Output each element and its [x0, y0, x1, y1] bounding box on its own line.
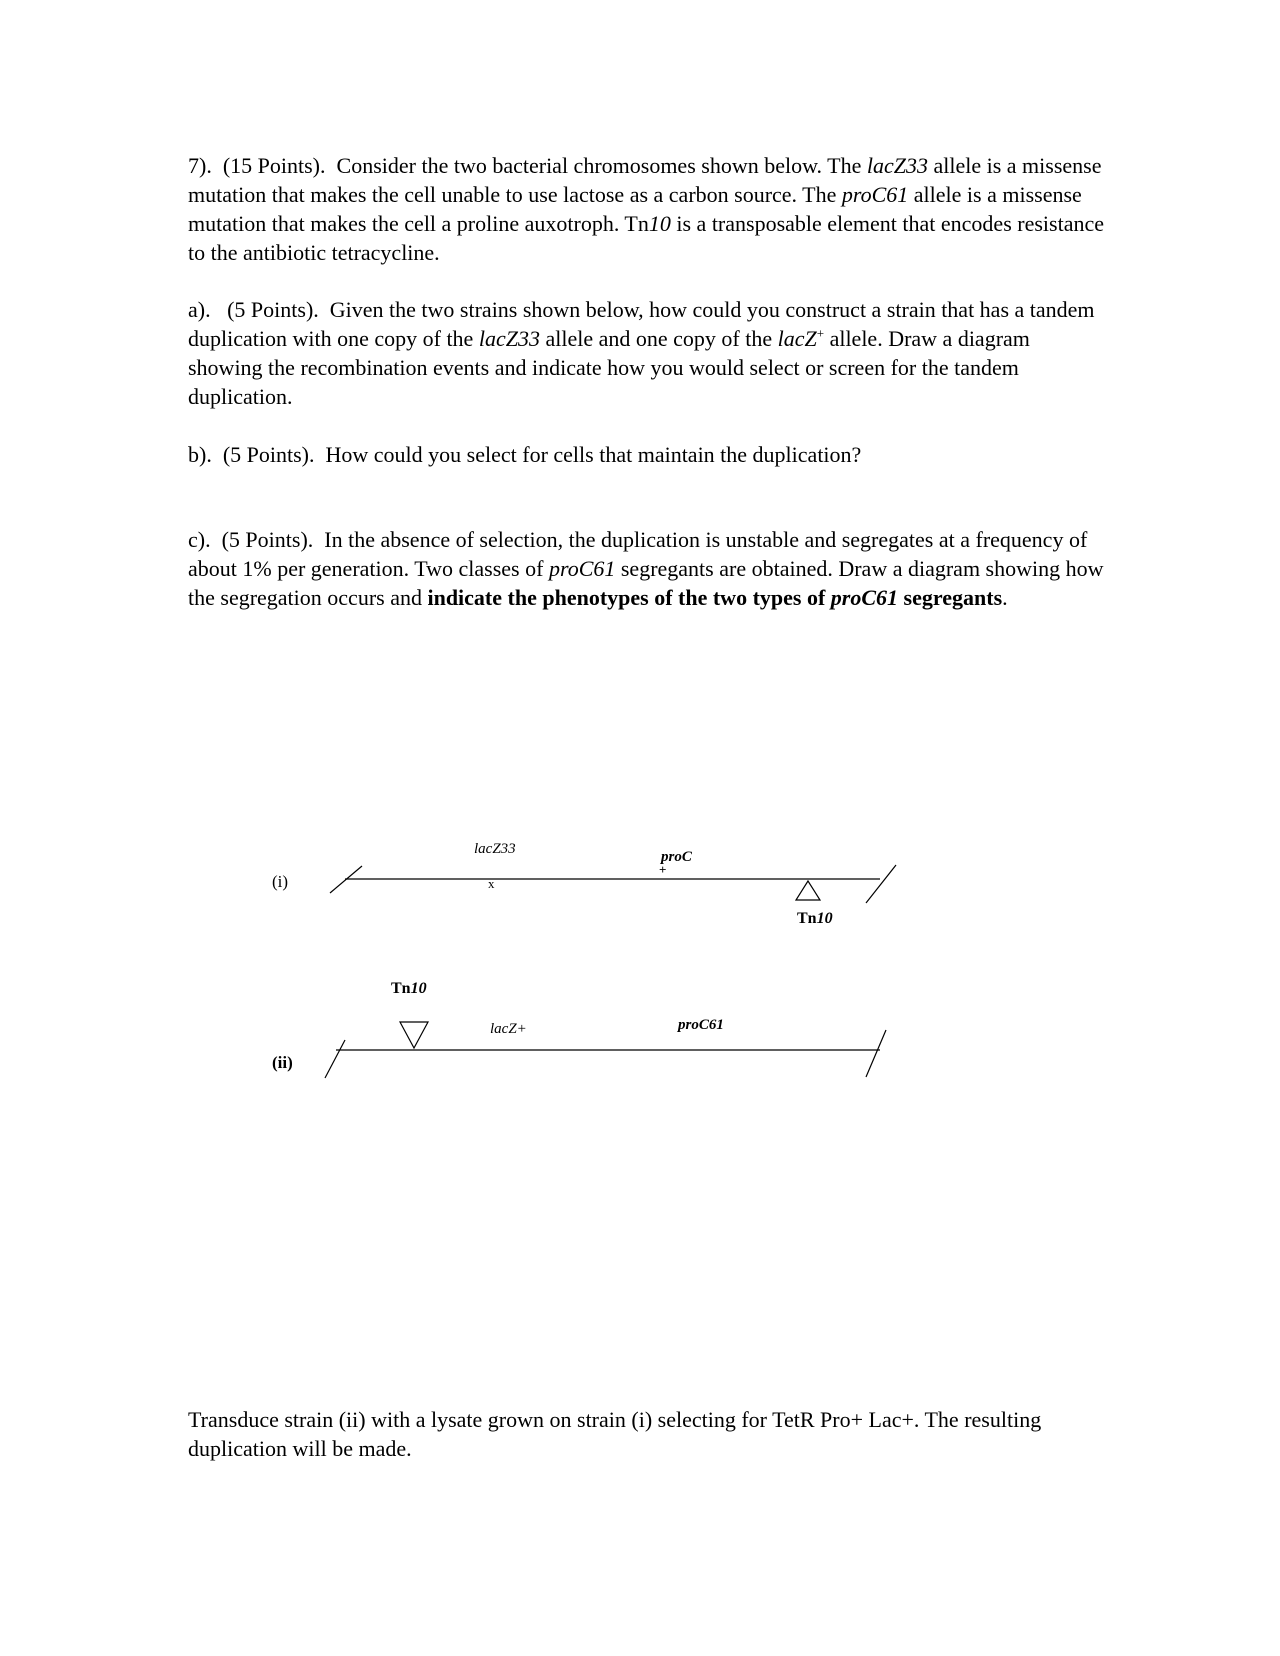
part-a-allele-lacz: lacZ [777, 326, 817, 351]
strain-2-lacz-label: lacZ+ [490, 1021, 527, 1037]
strain-1-tn-number: 10 [816, 910, 833, 927]
question-number: 7). [188, 153, 212, 178]
strain-2-tn-prefix: Tn [391, 980, 411, 997]
part-a-allele-lacz33: lacZ33 [478, 326, 540, 351]
part-b-points: (5 Points). [222, 442, 315, 467]
strain-2-right-break [866, 1030, 886, 1077]
strain-1-chromosome [330, 865, 896, 903]
strain-2-left-break [325, 1040, 345, 1078]
tn10-number: 10 [648, 211, 671, 236]
strain-1-lacz-mark: x [488, 876, 495, 891]
part-c-points: (5 Points). [221, 527, 314, 552]
strain-2-chromosome [325, 1030, 886, 1078]
part-a-allele-sup: + [816, 325, 825, 341]
part-c-allele: proC61 [548, 556, 616, 581]
question-text-1: Consider the two bacterial chromosomes shown below. The [336, 153, 867, 178]
strain-1-tn10-icon [796, 881, 820, 900]
part-c-bold-allele: proC61 [830, 585, 899, 610]
part-b-label: b). [188, 442, 212, 467]
strain-2-tn10-icon [400, 1022, 428, 1048]
question-text-2: allele is a missense mutation that makes the cell unable to use lactose as a carbon source. The [188, 153, 1102, 207]
strain-1-right-break [866, 865, 896, 903]
strain-2-tn10-label [391, 980, 427, 997]
question-text-3: allele is a missense mutation that makes the cell a proline auxotroph. Tn [188, 182, 1082, 236]
part-c-label: c). [188, 527, 211, 552]
strain-1-proc-label: proC [661, 849, 692, 865]
part-a-text-1: Given the two strains shown below, how could you construct a strain that has a tandem duplication with one copy of the [188, 297, 1095, 351]
part-c-text-1: In the absence of selection, the duplication is unstable and segregates at a frequency of about 1% per generation. Two classes of [188, 527, 1088, 581]
strain-1-label: (i) [272, 872, 289, 891]
allele-proc61: proC61 [841, 182, 909, 207]
strain-1-proc-mark: + [659, 862, 667, 877]
answer-text: Transduce strain (ii) with a lysate grown on strain (i) selecting for TetR Pro+ Lac+. The resulting duplication will be made. [188, 1407, 1042, 1461]
part-a-text-3: allele. Draw a diagram showing the recombination events and indicate how you would select or screen for the tandem duplication. [188, 326, 1030, 409]
question-text-4: is a transposable element that encodes resistance to the antibiotic tetracycline. [188, 211, 1104, 265]
part-a-text-2: allele and one copy of the [539, 326, 778, 351]
strain-2-tn-number: 10 [410, 980, 427, 997]
strain-1-tn-prefix: Tn [797, 910, 817, 927]
strain-1-lacz-label: lacZ33 [474, 841, 516, 857]
part-c-text-2: segregants are obtained. Draw a diagram showing how the segregation occurs and [188, 556, 1104, 610]
part-c-bold-1: indicate the phenotypes of the two types of [427, 585, 831, 610]
part-c-bold-2: segregants [898, 585, 1003, 610]
question-points: (15 Points). [222, 153, 326, 178]
strain-1-tn10-label [797, 910, 833, 927]
part-a-label: a). [188, 297, 211, 322]
allele-lacz33: lacZ33 [866, 153, 928, 178]
part-a-points: (5 Points). [227, 297, 319, 322]
part-b-text: How could you select for cells that maintain the duplication? [325, 442, 862, 467]
strain-2-proc-label: proC61 [678, 1017, 724, 1033]
strain-2-label: (ii) [272, 1053, 293, 1072]
part-c-end: . [1002, 585, 1008, 610]
